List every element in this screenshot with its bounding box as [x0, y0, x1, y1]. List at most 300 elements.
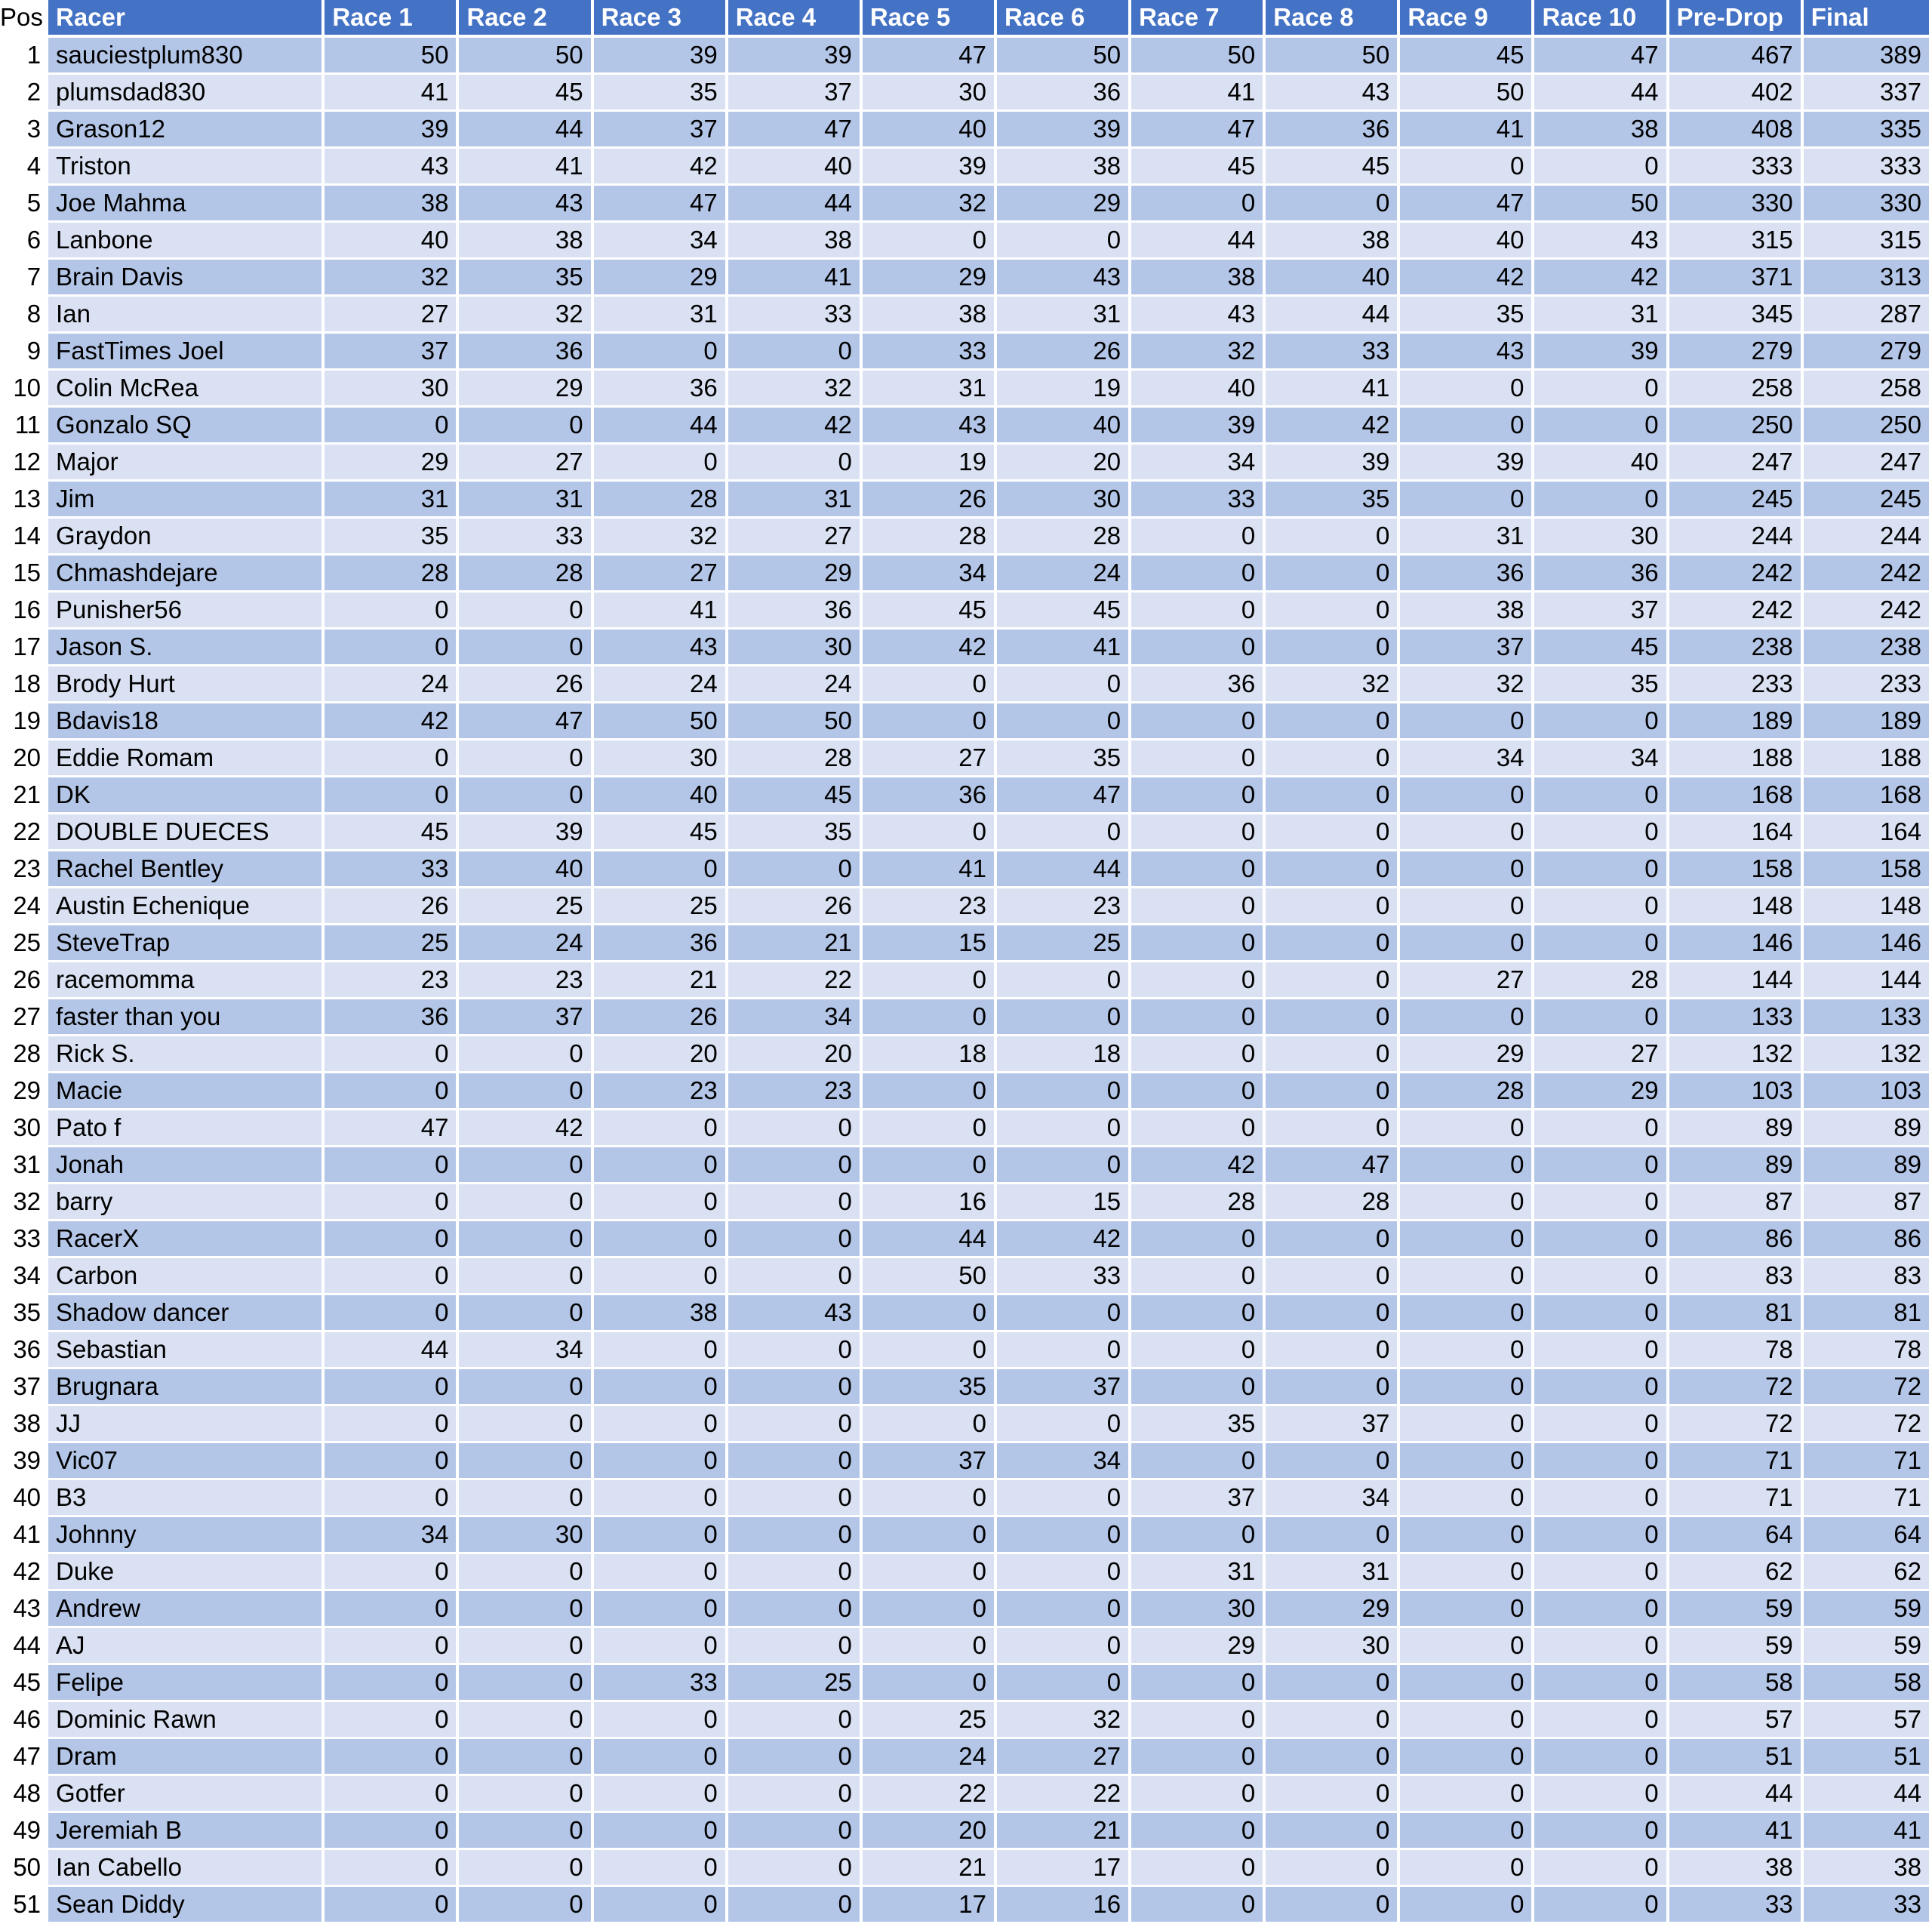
race-5-cell: 40	[863, 112, 997, 149]
race-10-cell: 50	[1534, 186, 1669, 223]
race-10-cell: 0	[1534, 1739, 1669, 1776]
race-7-cell: 0	[1131, 1776, 1266, 1813]
race-7-cell: 30	[1131, 1591, 1266, 1628]
race-6-cell: 0	[997, 703, 1131, 740]
race-4-cell: 38	[728, 223, 863, 260]
racer-name-cell: Sebastian	[48, 1332, 325, 1369]
final-cell: 158	[1804, 851, 1932, 888]
race-5-cell: 50	[863, 1258, 997, 1295]
race-10-cell: 0	[1534, 1443, 1669, 1480]
race-4-cell: 0	[728, 1702, 863, 1739]
race-1-cell: 32	[325, 260, 459, 297]
race-1-cell: 33	[325, 851, 459, 888]
race-7-cell: 0	[1131, 1887, 1266, 1924]
race-6-cell: 26	[997, 334, 1131, 371]
race-3-cell: 23	[594, 1073, 728, 1110]
race-5-cell: 28	[863, 519, 997, 556]
race-2-cell: 0	[459, 1073, 593, 1110]
pos-cell: 37	[0, 1369, 48, 1406]
race-4-cell: 0	[728, 1628, 863, 1665]
race-4-cell: 32	[728, 371, 863, 408]
race-3-cell: 45	[594, 814, 728, 851]
race-9-cell: 0	[1400, 482, 1534, 519]
race-6-cell: 0	[997, 1554, 1131, 1591]
race-8-cell: 0	[1266, 1887, 1400, 1924]
race-3-cell: 0	[594, 1739, 728, 1776]
race-1-cell: 0	[325, 593, 459, 630]
race-8-cell: 39	[1266, 445, 1400, 482]
table-row	[0, 408, 1932, 445]
pos-cell: 27	[0, 999, 48, 1036]
header-race-7: Race 7	[1131, 0, 1266, 38]
race-8-cell: 0	[1266, 777, 1400, 814]
race-4-cell: 0	[728, 1369, 863, 1406]
race-1-cell: 30	[325, 371, 459, 408]
race-6-cell: 0	[997, 999, 1131, 1036]
race-3-cell: 0	[594, 1221, 728, 1258]
race-3-cell: 36	[594, 371, 728, 408]
race-4-cell: 35	[728, 814, 863, 851]
race-4-cell: 25	[728, 1665, 863, 1702]
pos-cell: 28	[0, 1036, 48, 1073]
race-1-cell: 0	[325, 1739, 459, 1776]
race-1-cell: 0	[325, 1591, 459, 1628]
race-2-cell: 47	[459, 703, 593, 740]
pos-cell: 11	[0, 408, 48, 445]
race-4-cell: 50	[728, 703, 863, 740]
pre-drop-cell: 58	[1669, 1665, 1804, 1702]
race-3-cell: 47	[594, 186, 728, 223]
pre-drop-cell: 244	[1669, 519, 1804, 556]
race-9-cell: 0	[1400, 1184, 1534, 1221]
pos-cell: 3	[0, 112, 48, 149]
race-6-cell: 0	[997, 1517, 1131, 1554]
race-1-cell: 24	[325, 666, 459, 703]
pos-cell: 13	[0, 482, 48, 519]
pos-cell: 36	[0, 1332, 48, 1369]
race-7-cell: 0	[1131, 1332, 1266, 1369]
race-3-cell: 0	[594, 1332, 728, 1369]
race-6-cell: 36	[997, 75, 1131, 112]
race-7-cell: 39	[1131, 408, 1266, 445]
final-cell: 279	[1804, 334, 1932, 371]
race-3-cell: 0	[594, 1776, 728, 1813]
pre-drop-cell: 402	[1669, 75, 1804, 112]
race-6-cell: 40	[997, 408, 1131, 445]
race-8-cell: 0	[1266, 1665, 1400, 1702]
race-2-cell: 0	[459, 1480, 593, 1517]
race-4-cell: 0	[728, 1332, 863, 1369]
pos-cell: 26	[0, 962, 48, 999]
race-3-cell: 21	[594, 962, 728, 999]
final-cell: 144	[1804, 962, 1932, 999]
pos-cell: 39	[0, 1443, 48, 1480]
pos-cell: 16	[0, 593, 48, 630]
table-row	[0, 482, 1932, 519]
race-4-cell: 28	[728, 740, 863, 777]
table-row	[0, 1184, 1932, 1221]
race-1-cell: 0	[325, 1776, 459, 1813]
race-5-cell: 27	[863, 740, 997, 777]
pre-drop-cell: 89	[1669, 1147, 1804, 1184]
racer-name-cell: Vic07	[48, 1443, 325, 1480]
race-10-cell: 40	[1534, 445, 1669, 482]
final-cell: 51	[1804, 1739, 1932, 1776]
race-7-cell: 0	[1131, 519, 1266, 556]
pos-cell: 45	[0, 1665, 48, 1702]
header-racer: Racer	[48, 0, 325, 38]
race-8-cell: 0	[1266, 593, 1400, 630]
race-6-cell: 42	[997, 1221, 1131, 1258]
table-row	[0, 1221, 1932, 1258]
race-9-cell: 0	[1400, 1702, 1534, 1739]
race-7-cell: 0	[1131, 1443, 1266, 1480]
race-4-cell: 43	[728, 1295, 863, 1332]
race-8-cell: 0	[1266, 1221, 1400, 1258]
final-cell: 250	[1804, 408, 1932, 445]
table-row	[0, 925, 1932, 962]
racer-name-cell: Punisher56	[48, 593, 325, 630]
race-3-cell: 41	[594, 593, 728, 630]
pre-drop-cell: 86	[1669, 1221, 1804, 1258]
race-2-cell: 36	[459, 334, 593, 371]
race-2-cell: 41	[459, 149, 593, 186]
race-8-cell: 43	[1266, 75, 1400, 112]
table-row	[0, 1147, 1932, 1184]
race-4-cell: 21	[728, 925, 863, 962]
race-5-cell: 33	[863, 334, 997, 371]
pos-cell: 44	[0, 1628, 48, 1665]
race-2-cell: 0	[459, 1665, 593, 1702]
race-7-cell: 0	[1131, 556, 1266, 593]
race-8-cell: 0	[1266, 1369, 1400, 1406]
race-9-cell: 0	[1400, 371, 1534, 408]
race-7-cell: 0	[1131, 740, 1266, 777]
final-cell: 33	[1804, 1887, 1932, 1924]
race-10-cell: 27	[1534, 1036, 1669, 1073]
pre-drop-cell: 83	[1669, 1258, 1804, 1295]
race-2-cell: 0	[459, 1184, 593, 1221]
race-9-cell: 0	[1400, 1221, 1534, 1258]
race-9-cell: 0	[1400, 408, 1534, 445]
race-5-cell: 29	[863, 260, 997, 297]
race-8-cell: 32	[1266, 666, 1400, 703]
race-9-cell: 0	[1400, 1591, 1534, 1628]
race-6-cell: 16	[997, 1887, 1131, 1924]
race-10-cell: 0	[1534, 1110, 1669, 1147]
race-5-cell: 0	[863, 1517, 997, 1554]
final-cell: 247	[1804, 445, 1932, 482]
race-9-cell: 0	[1400, 1739, 1534, 1776]
race-4-cell: 23	[728, 1073, 863, 1110]
race-5-cell: 44	[863, 1221, 997, 1258]
final-cell: 189	[1804, 703, 1932, 740]
pos-cell: 19	[0, 703, 48, 740]
race-9-cell: 0	[1400, 1665, 1534, 1702]
table-row	[0, 112, 1932, 149]
race-7-cell: 0	[1131, 1036, 1266, 1073]
race-10-cell: 0	[1534, 703, 1669, 740]
race-9-cell: 0	[1400, 1887, 1534, 1924]
pre-drop-cell: 233	[1669, 666, 1804, 703]
race-2-cell: 45	[459, 75, 593, 112]
race-7-cell: 0	[1131, 1739, 1266, 1776]
race-1-cell: 0	[325, 1406, 459, 1443]
header-race-4: Race 4	[728, 0, 863, 38]
race-10-cell: 0	[1534, 777, 1669, 814]
race-6-cell: 0	[997, 1073, 1131, 1110]
racer-name-cell: Joe Mahma	[48, 186, 325, 223]
race-10-cell: 0	[1534, 1628, 1669, 1665]
final-cell: 38	[1804, 1850, 1932, 1887]
race-6-cell: 21	[997, 1813, 1131, 1850]
final-cell: 133	[1804, 999, 1932, 1036]
race-3-cell: 39	[594, 38, 728, 75]
race-8-cell: 42	[1266, 408, 1400, 445]
race-5-cell: 45	[863, 593, 997, 630]
race-2-cell: 0	[459, 408, 593, 445]
racer-name-cell: Rick S.	[48, 1036, 325, 1073]
race-5-cell: 47	[863, 38, 997, 75]
race-7-cell: 0	[1131, 703, 1266, 740]
pos-cell: 24	[0, 888, 48, 925]
race-10-cell: 36	[1534, 556, 1669, 593]
race-3-cell: 35	[594, 75, 728, 112]
race-9-cell: 0	[1400, 1332, 1534, 1369]
pre-drop-cell: 146	[1669, 925, 1804, 962]
race-5-cell: 0	[863, 1073, 997, 1110]
table-row	[0, 1295, 1932, 1332]
race-2-cell: 43	[459, 186, 593, 223]
race-2-cell: 0	[459, 1443, 593, 1480]
race-7-cell: 28	[1131, 1184, 1266, 1221]
race-6-cell: 45	[997, 593, 1131, 630]
racer-name-cell: plumsdad830	[48, 75, 325, 112]
race-4-cell: 42	[728, 408, 863, 445]
pos-cell: 25	[0, 925, 48, 962]
pre-drop-cell: 247	[1669, 445, 1804, 482]
race-9-cell: 0	[1400, 1813, 1534, 1850]
final-cell: 81	[1804, 1295, 1932, 1332]
race-1-cell: 0	[325, 1184, 459, 1221]
table-row	[0, 334, 1932, 371]
table-row	[0, 1739, 1932, 1776]
pre-drop-cell: 89	[1669, 1110, 1804, 1147]
race-4-cell: 41	[728, 260, 863, 297]
racer-name-cell: Graydon	[48, 519, 325, 556]
racer-name-cell: Johnny	[48, 1517, 325, 1554]
final-cell: 330	[1804, 186, 1932, 223]
race-8-cell: 41	[1266, 371, 1400, 408]
final-cell: 335	[1804, 112, 1932, 149]
race-5-cell: 31	[863, 371, 997, 408]
race-7-cell: 0	[1131, 1665, 1266, 1702]
pos-cell: 6	[0, 223, 48, 260]
racer-name-cell: Dram	[48, 1739, 325, 1776]
race-9-cell: 37	[1400, 630, 1534, 666]
race-9-cell: 0	[1400, 1443, 1534, 1480]
race-6-cell: 30	[997, 482, 1131, 519]
race-2-cell: 0	[459, 1147, 593, 1184]
racer-name-cell: Shadow dancer	[48, 1295, 325, 1332]
race-3-cell: 0	[594, 1480, 728, 1517]
race-8-cell: 0	[1266, 1813, 1400, 1850]
race-8-cell: 0	[1266, 1110, 1400, 1147]
race-1-cell: 0	[325, 777, 459, 814]
pre-drop-cell: 51	[1669, 1739, 1804, 1776]
race-1-cell: 23	[325, 962, 459, 999]
race-1-cell: 0	[325, 1258, 459, 1295]
race-5-cell: 37	[863, 1443, 997, 1480]
final-cell: 71	[1804, 1480, 1932, 1517]
final-cell: 83	[1804, 1258, 1932, 1295]
racer-name-cell: Chmashdejare	[48, 556, 325, 593]
racer-name-cell: Macie	[48, 1073, 325, 1110]
race-4-cell: 0	[728, 1147, 863, 1184]
race-10-cell: 0	[1534, 1517, 1669, 1554]
pre-drop-cell: 144	[1669, 962, 1804, 999]
race-1-cell: 0	[325, 1295, 459, 1332]
race-10-cell: 0	[1534, 1221, 1669, 1258]
final-cell: 78	[1804, 1332, 1932, 1369]
pre-drop-cell: 133	[1669, 999, 1804, 1036]
race-2-cell: 0	[459, 1258, 593, 1295]
race-7-cell: 33	[1131, 482, 1266, 519]
race-7-cell: 0	[1131, 1073, 1266, 1110]
race-1-cell: 0	[325, 630, 459, 666]
race-5-cell: 17	[863, 1887, 997, 1924]
table-row	[0, 740, 1932, 777]
race-3-cell: 0	[594, 1517, 728, 1554]
racer-name-cell: JJ	[48, 1406, 325, 1443]
race-1-cell: 31	[325, 482, 459, 519]
race-2-cell: 29	[459, 371, 593, 408]
race-7-cell: 34	[1131, 445, 1266, 482]
race-7-cell: 0	[1131, 814, 1266, 851]
racer-name-cell: Duke	[48, 1554, 325, 1591]
race-2-cell: 0	[459, 1739, 593, 1776]
race-2-cell: 0	[459, 1221, 593, 1258]
race-1-cell: 29	[325, 445, 459, 482]
race-10-cell: 43	[1534, 223, 1669, 260]
race-1-cell: 47	[325, 1110, 459, 1147]
race-6-cell: 0	[997, 666, 1131, 703]
pre-drop-cell: 44	[1669, 1776, 1804, 1813]
table-row	[0, 371, 1932, 408]
final-cell: 103	[1804, 1073, 1932, 1110]
race-2-cell: 0	[459, 1591, 593, 1628]
race-1-cell: 0	[325, 1850, 459, 1887]
race-3-cell: 0	[594, 1850, 728, 1887]
racer-name-cell: FastTimes Joel	[48, 334, 325, 371]
table-row	[0, 1406, 1932, 1443]
race-7-cell: 35	[1131, 1406, 1266, 1443]
race-2-cell: 28	[459, 556, 593, 593]
race-5-cell: 0	[863, 999, 997, 1036]
race-6-cell: 0	[997, 1147, 1131, 1184]
race-10-cell: 0	[1534, 925, 1669, 962]
race-8-cell: 38	[1266, 223, 1400, 260]
race-7-cell: 0	[1131, 925, 1266, 962]
final-cell: 59	[1804, 1591, 1932, 1628]
pre-drop-cell: 158	[1669, 851, 1804, 888]
race-3-cell: 20	[594, 1036, 728, 1073]
race-3-cell: 42	[594, 149, 728, 186]
race-1-cell: 0	[325, 1443, 459, 1480]
race-6-cell: 0	[997, 1110, 1131, 1147]
pre-drop-cell: 87	[1669, 1184, 1804, 1221]
race-10-cell: 39	[1534, 334, 1669, 371]
race-1-cell: 36	[325, 999, 459, 1036]
table-row	[0, 1258, 1932, 1295]
header-race-8: Race 8	[1266, 0, 1400, 38]
race-10-cell: 0	[1534, 888, 1669, 925]
race-9-cell: 0	[1400, 925, 1534, 962]
race-10-cell: 0	[1534, 1776, 1669, 1813]
racer-name-cell: barry	[48, 1184, 325, 1221]
race-8-cell: 0	[1266, 1258, 1400, 1295]
pos-cell: 49	[0, 1813, 48, 1850]
race-9-cell: 0	[1400, 1480, 1534, 1517]
race-4-cell: 0	[728, 851, 863, 888]
pre-drop-cell: 81	[1669, 1295, 1804, 1332]
race-6-cell: 0	[997, 1406, 1131, 1443]
race-3-cell: 28	[594, 482, 728, 519]
race-1-cell: 0	[325, 1665, 459, 1702]
pos-cell: 10	[0, 371, 48, 408]
race-8-cell: 0	[1266, 630, 1400, 666]
pre-drop-cell: 258	[1669, 371, 1804, 408]
race-3-cell: 25	[594, 888, 728, 925]
table-row	[0, 777, 1932, 814]
race-8-cell: 0	[1266, 962, 1400, 999]
race-5-cell: 32	[863, 186, 997, 223]
race-2-cell: 42	[459, 1110, 593, 1147]
race-7-cell: 0	[1131, 186, 1266, 223]
race-7-cell: 0	[1131, 1850, 1266, 1887]
pre-drop-cell: 41	[1669, 1813, 1804, 1850]
race-2-cell: 0	[459, 777, 593, 814]
race-3-cell: 0	[594, 1110, 728, 1147]
race-10-cell: 0	[1534, 1147, 1669, 1184]
pos-cell: 35	[0, 1295, 48, 1332]
racer-name-cell: Gotfer	[48, 1776, 325, 1813]
race-6-cell: 38	[997, 149, 1131, 186]
final-cell: 41	[1804, 1813, 1932, 1850]
race-6-cell: 27	[997, 1739, 1131, 1776]
race-3-cell: 30	[594, 740, 728, 777]
final-cell: 148	[1804, 888, 1932, 925]
racer-name-cell: Jason S.	[48, 630, 325, 666]
race-10-cell: 0	[1534, 1665, 1669, 1702]
racer-name-cell: B3	[48, 1480, 325, 1517]
pos-cell: 23	[0, 851, 48, 888]
race-2-cell: 0	[459, 1887, 593, 1924]
race-8-cell: 0	[1266, 1295, 1400, 1332]
race-9-cell: 0	[1400, 1517, 1534, 1554]
pos-cell: 40	[0, 1480, 48, 1517]
race-5-cell: 25	[863, 1702, 997, 1739]
race-8-cell: 31	[1266, 1554, 1400, 1591]
race-4-cell: 40	[728, 149, 863, 186]
racer-name-cell: RacerX	[48, 1221, 325, 1258]
race-8-cell: 0	[1266, 814, 1400, 851]
race-4-cell: 37	[728, 75, 863, 112]
pos-cell: 21	[0, 777, 48, 814]
race-2-cell: 0	[459, 1406, 593, 1443]
race-10-cell: 29	[1534, 1073, 1669, 1110]
race-1-cell: 0	[325, 1887, 459, 1924]
